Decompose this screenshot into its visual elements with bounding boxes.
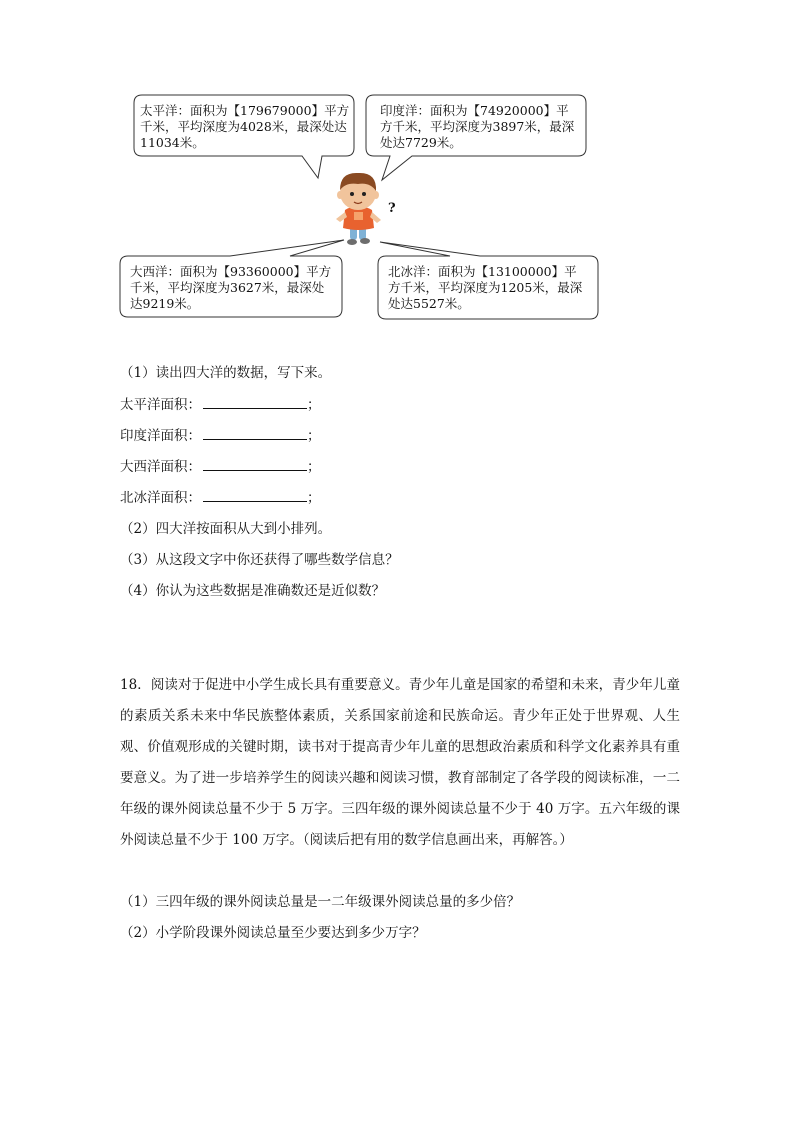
fill-line-pacific — [120, 395, 321, 415]
atlantic-text: 大西洋：面积为【93360000】平方千米，平均深度为3627米，最深处达9219米。 — [130, 264, 332, 311]
fill-line-atlantic — [120, 457, 321, 477]
ocean-figure — [0, 0, 794, 330]
fill-label: 大西洋面积： — [120, 459, 201, 475]
q17-sub2: （2）四大洋按面积从大到小排列。 — [120, 521, 332, 537]
fill-end: ； — [307, 428, 321, 444]
fill-label: 北冰洋面积： — [120, 490, 201, 506]
indian-text: 印度洋：面积为【74920000】平方千米，平均深度为3897米，最深处达7729米。 — [380, 103, 575, 150]
arctic-text: 北冰洋：面积为【13100000】平方千米，平均深度为1205米，最深处达5527米。 — [388, 264, 583, 311]
answer-blank[interactable] — [203, 395, 307, 409]
fill-end: ； — [307, 397, 321, 413]
fill-line-arctic — [120, 488, 321, 508]
q17-sub3: （3）从这段文字中你还获得了哪些数学信息？ — [120, 552, 399, 568]
fill-end: ； — [307, 459, 321, 475]
answer-blank[interactable] — [203, 457, 307, 471]
q17-sub1: （1）读出四大洋的数据，写下来。 — [120, 365, 332, 381]
q18-text: 18．阅读对于促进中小学生成长具有重要意义。青少年儿童是国家的希望和未来，青少年儿童的素质关系未来中华民族整体素质，关系国家前途和民族命运。青少年正处于世界观、人生观、价值观形成的关键时期，读书对于提高青少年儿童的思想政治素质和科学文化素养具有重要意义。为了进一步培养学生的阅读兴趣和阅读习惯，教育部制定了各学段的阅读标准，一二年级的课外阅读总量不少于 5 万字。三四年级的课外阅读总量不少于 40 万字。五六年级的课外阅读总量不少于 100 万字。（阅读后把有用的数学信息画出来，再解答。） — [120, 677, 680, 848]
answer-blank[interactable] — [203, 488, 307, 502]
fill-line-indian — [120, 426, 321, 446]
question-mark: ? — [388, 201, 396, 216]
answer-blank[interactable] — [203, 426, 307, 440]
fill-label: 太平洋面积： — [120, 397, 201, 413]
q18-sub2: （2）小学阶段课外阅读总量至少要达到多少万字？ — [120, 925, 426, 941]
boy-illustration — [336, 173, 381, 245]
pacific-text: 太平洋：面积为【179679000】平方千米，平均深度为4028米，最深处达11034米。 — [140, 103, 350, 150]
fill-label: 印度洋面积： — [120, 428, 201, 444]
fill-end: ； — [307, 490, 321, 506]
q18-sub1: （1）三四年级的课外阅读总量是一二年级课外阅读总量的多少倍？ — [120, 894, 521, 910]
q17-sub4: （4）你认为这些数据是准确数还是近似数？ — [120, 583, 386, 599]
